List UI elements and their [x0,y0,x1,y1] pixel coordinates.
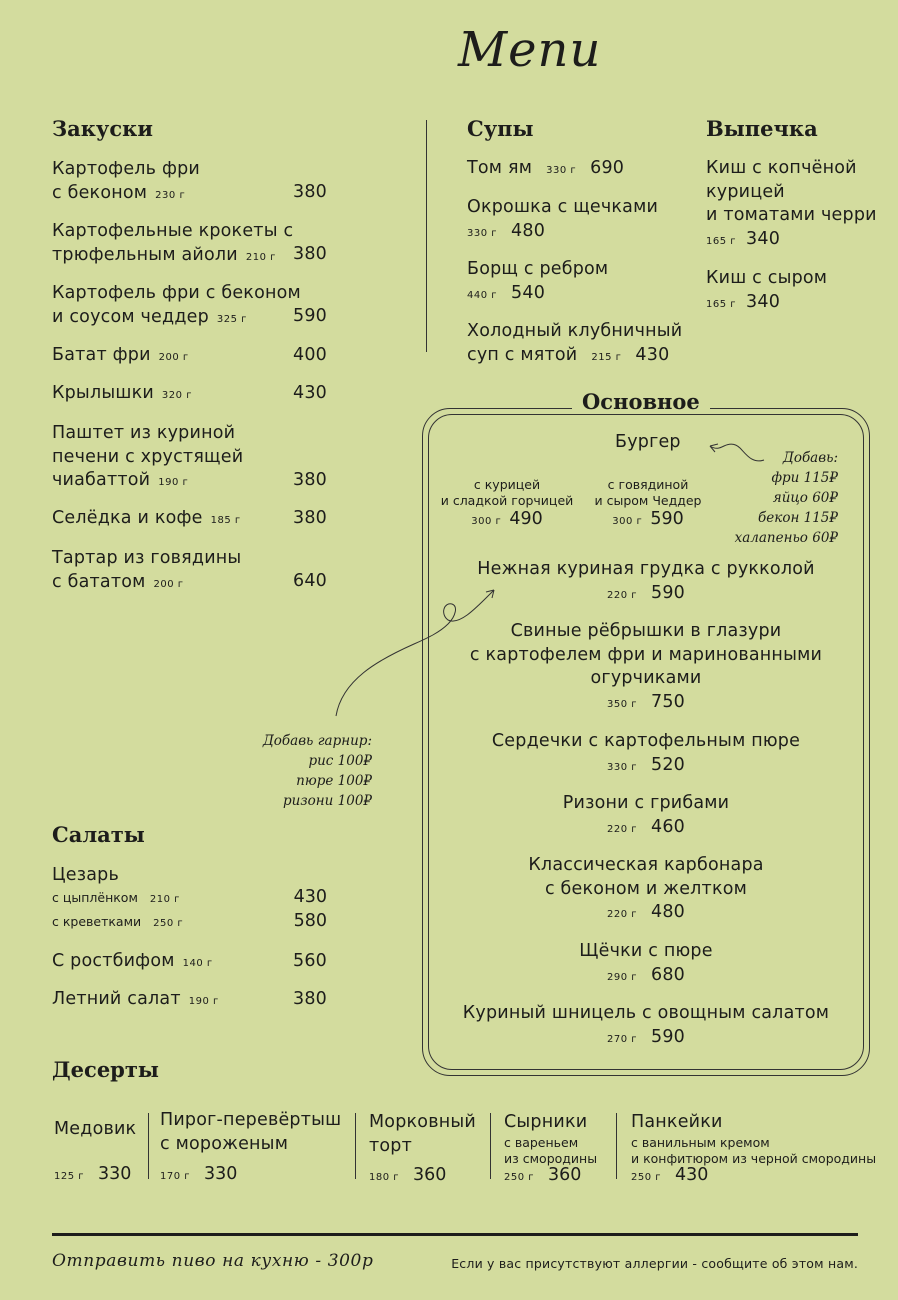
divider [616,1113,617,1179]
section-heading-supy: Супы [467,116,534,141]
menu-item: Медовик [54,1119,137,1139]
menu-item: Картофельные крокеты с трюфельным айоли 210 г 380 [52,221,327,265]
menu-item: Щёчки с пюре 290 г 680 [579,941,713,985]
divider [355,1113,356,1179]
menu-item-price: 250 г 430 [631,1165,709,1185]
menu-item: Ризони с грибами 220 г 460 [562,793,730,837]
menu-item: С ростбифом 140 г 560 [52,951,327,971]
menu-item: Картофель фри с беконом 230 г 380 [52,159,327,203]
section-heading-osnovnoe: Основное [572,389,710,414]
menu-item: Холодный клубничный суп с мятой 215 г 430 [467,321,683,365]
footer-rule [52,1233,858,1236]
menu-item: Борщ с ребром 440 г 540 [467,259,609,303]
menu-item: Свиные рёбрышки в глазури с картофелем фри и маринованными огурчиками 350 г 750 [469,621,823,712]
divider [490,1113,491,1179]
menu-item: Куриный шницель с овощным салатом 270 г 590 [462,1003,830,1047]
menu-item: Киш с сыром 165 г 340 [706,268,828,312]
menu-item: Картофель фри с беконом и соусом чеддер 325 г 590 [52,283,327,327]
menu-item: Нежная куриная грудка с рукколой 220 г 590 [477,559,815,603]
curly-arrow-icon [328,580,508,720]
menu-item-caesar: Цезарь [52,865,120,885]
menu-item-variant: с креветками 250 г 580 [52,911,327,931]
burger-option: с говядиной и сыром Чеддер 300 г 590 [594,477,702,529]
menu-item: Пирог-перевёртыш с мороженым [160,1110,342,1154]
menu-item: Селёдка и кофе 185 г 380 [52,508,327,528]
menu-item: Сырники с вареньем из смородины [504,1112,598,1166]
menu-item: Панкейки с ванильным кремом и конфитюром из черной смородины [631,1112,877,1166]
menu-item: Окрошка с щечками 330 г 480 [467,197,659,241]
menu-item: Морковный торт [369,1112,476,1156]
menu-item: Летний салат 190 г 380 [52,989,327,1009]
menu-item-burger: Бургер [615,432,681,452]
menu-item: Классическая карбонара с беконом и желтком 220 г 480 [528,855,764,922]
footer-allergy-note: Если у вас присутствуют аллергии - сообщите об этом нам. [451,1256,858,1271]
section-heading-deserty: Десерты [52,1057,159,1082]
menu-item: Том ям 330 г 690 [467,158,625,178]
menu-item-price: 250 г 360 [504,1165,582,1185]
menu-item-price: 180 г 360 [369,1165,447,1185]
menu-item-price: 125 г 330 [54,1164,132,1184]
menu-title: Menu [458,22,602,78]
garnish-addons-note: Добавь гарнир: рис 100₽ пюре 100₽ ризони 100₽ [262,733,372,809]
menu-item-price: 170 г 330 [160,1164,238,1184]
divider [148,1113,149,1179]
menu-item: Киш с копчёной курицей и томатами черри 165 г 340 [706,158,877,249]
menu-item: Паштет из куриной печени с хрустящей чиабаттой 190 г 380 [52,423,327,490]
burger-option: с курицей и сладкой горчицей 300 г 490 [440,477,574,529]
menu-item: Тартар из говядины с бататом 200 г 640 [52,548,327,592]
arrow-icon [706,436,766,466]
section-heading-zakuski: Закуски [52,116,153,141]
section-heading-vypechka: Выпечка [706,116,818,141]
menu-item: Сердечки с картофельным пюре 330 г 520 [491,731,801,775]
menu-item-variant: с цыплёнком 210 г 430 [52,887,327,907]
divider [426,120,427,352]
burger-addons-note: Добавь: фри 115₽ яйцо 60₽ бекон 115₽ халапеньо 60₽ [734,450,838,546]
menu-item: Крылышки 320 г 430 [52,383,327,403]
section-heading-salaty: Салаты [52,822,145,847]
footer-beer-note: Отправить пиво на кухню - 300р [52,1251,374,1271]
menu-item: Батат фри 200 г 400 [52,345,327,365]
